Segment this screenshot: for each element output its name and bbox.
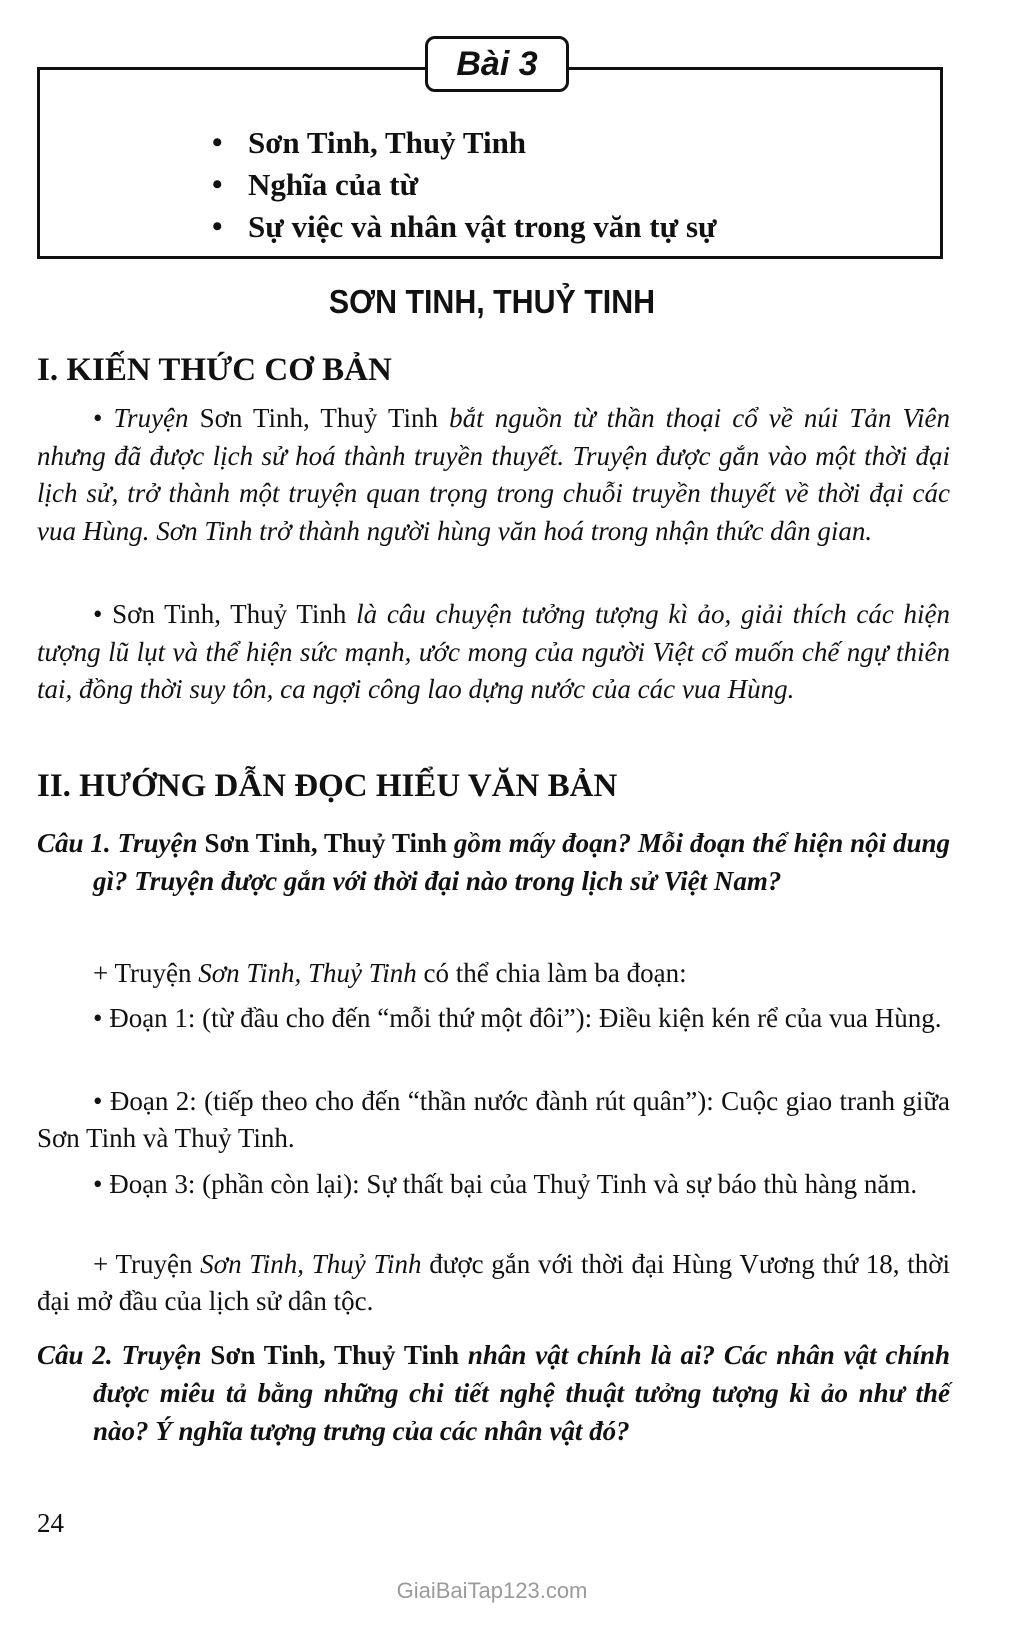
page-number: 24 xyxy=(37,1508,64,1538)
segment-1: • Đoạn 1: (từ đầu cho đến “mỗi thứ một đôi”): Điều kiện kén rể của vua Hùng. xyxy=(93,1003,942,1033)
text-run: được gắn với thời đại Hùng Vương thứ 18, thời đại mở đầu của lịch sử dân tộc. xyxy=(37,1249,951,1316)
segment-3: • Đoạn 3: (phần còn lại): Sự thất bại của Thuỷ Tinh và sự báo thù hàng năm. xyxy=(93,1169,918,1199)
story-name: Sơn Tinh, Thuỷ Tinh xyxy=(112,599,347,629)
story-name: Sơn Tinh, Thuỷ Tinh xyxy=(198,958,417,988)
text-run: + Truyện xyxy=(93,1249,193,1279)
answer-line-era xyxy=(37,1246,950,1320)
text-run: bắt nguồn từ thần thoại cổ về núi Tản Viên nhưng đã được lịch sử hoá thành truyền thuyết. Truyện được gắn vào một thời đại lịch sử, trở thành một truyện quan trọng trong chuỗi truyền thuyết về thời đại các vua Hùng. Sơn Tinh trở thành người hùng văn hoá trong nhận thức dân gian. xyxy=(37,403,950,546)
question-text: nhân vật chính là ai? Các nhân vật chính được miêu tả bằng những chi tiết nghệ thuật tưởng tượng kì ảo như thế nào? Ý nghĩa tượng trưng của các nhân vật đó? xyxy=(93,1340,951,1446)
story-name: Sơn Tinh, Thuỷ Tinh xyxy=(200,1249,422,1279)
section-heading-reading-guide: II. HƯỚNG DẪN ĐỌC HIỂU VĂN BẢN xyxy=(37,768,618,804)
question-label: Câu 2. Truyện xyxy=(37,1340,202,1370)
lesson-topics-list xyxy=(210,122,717,248)
story-name: Sơn Tinh, Thuỷ Tinh xyxy=(210,1340,459,1370)
question-text: gồm mấy đoạn? Mỗi đoạn thể hiện nội dung gì? Truyện được gắn với thời đại nào trong lịch sử Việt Nam? xyxy=(93,828,951,896)
topic-item: • Nghĩa của từ xyxy=(210,164,717,206)
segment-2: • Đoạn 2: (tiếp theo cho đến “thần nước đành rút quân”): Cuộc giao tranh giữa Sơn Tinh và Thuỷ Tinh. xyxy=(37,1086,950,1153)
text-run: Truyện xyxy=(113,403,189,433)
watermark: GiaiBaiTap123.com xyxy=(396,1578,588,1603)
bullet: • xyxy=(93,599,113,629)
knowledge-paragraph-1 xyxy=(37,400,950,550)
topic-item: • Sự việc và nhân vật trong văn tự sự xyxy=(210,206,717,248)
question-label: Câu 1. Truyện xyxy=(37,828,198,858)
story-title: SƠN TINH, THUỶ TINH xyxy=(328,283,656,320)
text-run: là câu chuyện tưởng tượng kì ảo, giải thích các hiện tượng lũ lụt và thể hiện sức mạnh, ước mong của người Việt cổ muốn chế ngự thiên tai, đồng thời suy tôn, ca ngợi công lao dựng nước của các vua Hùng. xyxy=(37,599,951,704)
knowledge-paragraph-2 xyxy=(37,596,950,709)
story-name: Sơn Tinh, Thuỷ Tinh xyxy=(199,403,439,433)
story-name: Sơn Tinh, Thuỷ Tinh xyxy=(204,828,447,858)
text-run: + Truyện xyxy=(93,958,192,988)
topic-item: • Sơn Tinh, Thuỷ Tinh xyxy=(210,122,717,164)
question-2 xyxy=(37,1336,950,1450)
section-heading-basic-knowledge: I. KIẾN THỨC CƠ BẢN xyxy=(37,352,392,388)
text-run: có thể chia làm ba đoạn: xyxy=(423,958,687,988)
question-1 xyxy=(37,824,950,900)
bullet: • xyxy=(93,403,114,433)
answer-line-segments xyxy=(37,955,950,992)
lesson-tag: Bài 3 xyxy=(425,36,569,92)
